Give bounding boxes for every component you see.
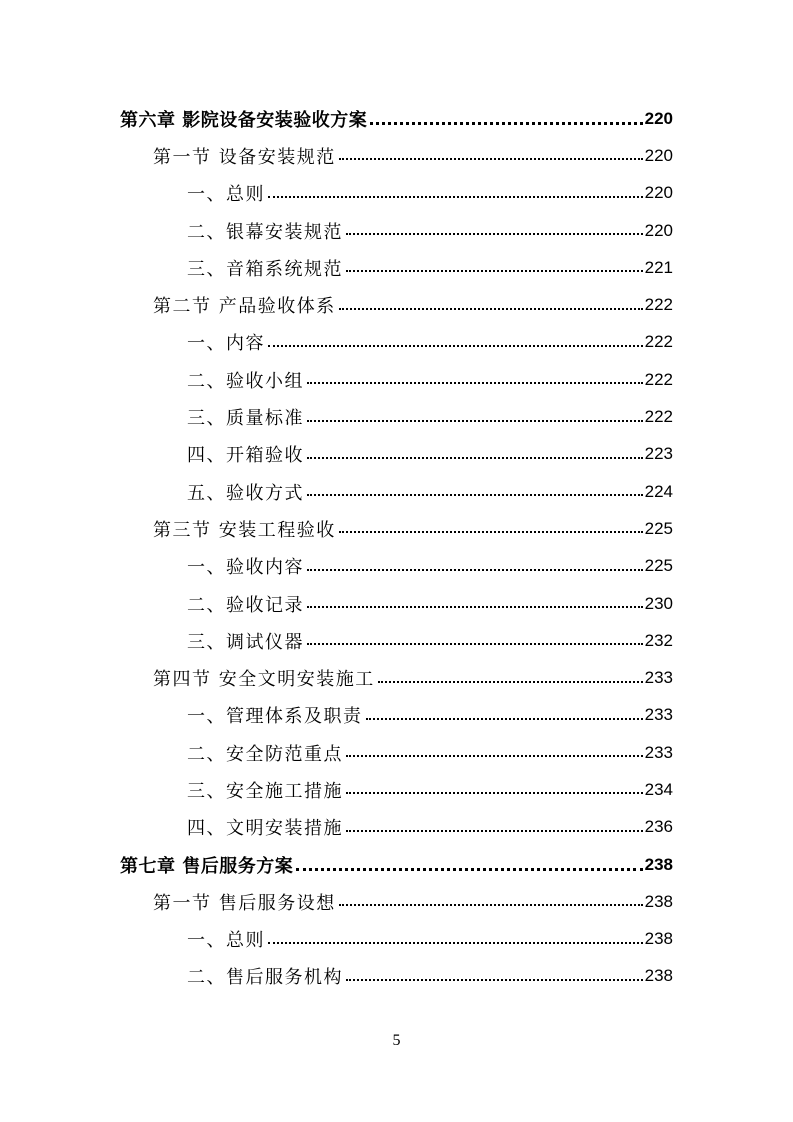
- toc-subsection-entry[interactable]: [0, 436, 793, 473]
- toc-entry-page: 233: [644, 668, 673, 688]
- toc-subsection-entry[interactable]: [0, 921, 793, 958]
- toc-entry-page: 224: [644, 481, 673, 501]
- toc-subsection-entry[interactable]: [0, 398, 793, 435]
- toc-entry-page: 222: [644, 369, 673, 389]
- toc-leader-dots: [307, 642, 643, 645]
- toc-leader-dots: [307, 456, 643, 459]
- toc-entry-page: 234: [644, 779, 673, 799]
- page-number: 5: [392, 1032, 401, 1049]
- toc-subsection-entry[interactable]: [0, 324, 793, 361]
- toc-leader-dots: [346, 978, 643, 981]
- toc-entry-page: 222: [644, 407, 673, 427]
- toc-subsection-entry[interactable]: [0, 809, 793, 846]
- toc-subsection-entry[interactable]: [0, 175, 793, 212]
- toc-entry-page: 232: [644, 630, 673, 650]
- toc-leader-dots: [346, 791, 643, 794]
- toc-entry-page: 225: [644, 556, 673, 576]
- toc-entry-page: 223: [644, 444, 673, 464]
- toc-subsection-entry[interactable]: [0, 734, 793, 771]
- toc-subsection-entry[interactable]: [0, 249, 793, 286]
- toc-entry-page: 222: [644, 332, 673, 352]
- toc-subsection-entry[interactable]: [0, 361, 793, 398]
- toc-entry-label: 二、验收小组: [187, 370, 304, 392]
- toc-entry-page: 220: [644, 220, 673, 240]
- toc-entry-label: 四、开箱验收: [187, 445, 304, 467]
- toc-entry-label: 第二节 产品验收体系: [153, 296, 336, 318]
- toc-entry-label: 五、验收方式: [187, 482, 304, 504]
- toc-subsection-entry[interactable]: [0, 212, 793, 249]
- toc-chapter-entry[interactable]: [0, 100, 793, 137]
- toc-entry-label: 二、售后服务机构: [187, 967, 343, 989]
- toc-entry-label: 第四节 安全文明安装施工: [153, 669, 375, 691]
- toc-leader-dots: [268, 195, 643, 198]
- toc-leader-dots: [268, 344, 643, 347]
- toc-leader-dots: [346, 232, 643, 235]
- toc-leader-dots: [339, 307, 643, 310]
- toc-entry-label: 第三节 安装工程验收: [153, 519, 336, 541]
- toc-entry-label: 一、总则: [187, 184, 265, 206]
- toc-entry-page: 238: [644, 966, 673, 986]
- toc-leader-dots: [339, 157, 643, 160]
- toc-subsection-entry[interactable]: [0, 958, 793, 995]
- toc-subsection-entry[interactable]: [0, 585, 793, 622]
- toc-leader-dots: [339, 903, 643, 906]
- toc-entry-label: 二、验收记录: [187, 594, 304, 616]
- toc-entry-label: 一、管理体系及职责: [187, 706, 363, 728]
- toc-section-entry[interactable]: [0, 883, 793, 920]
- toc-leader-dots: [307, 493, 643, 496]
- toc-entry-label: 四、文明安装措施: [187, 818, 343, 840]
- toc-leader-dots: [296, 867, 642, 871]
- toc-leader-dots: [307, 381, 643, 384]
- toc-section-entry[interactable]: [0, 286, 793, 323]
- toc-entry-label: 第七章 售后服务方案: [120, 855, 294, 877]
- toc-entry-page: 221: [644, 257, 673, 277]
- toc-leader-dots: [346, 754, 643, 757]
- toc-entry-label: 第一节 设备安装规范: [153, 146, 336, 168]
- toc-section-entry[interactable]: [0, 137, 793, 174]
- toc-entry-page: 238: [644, 854, 673, 874]
- toc-leader-dots: [346, 269, 643, 272]
- toc-subsection-entry[interactable]: [0, 548, 793, 585]
- toc-entry-label: 三、音箱系统规范: [187, 258, 343, 280]
- toc-leader-dots: [307, 605, 643, 608]
- toc-entry-page: 225: [644, 518, 673, 538]
- toc-entry-label: 三、安全施工措施: [187, 780, 343, 802]
- toc-entry-label: 一、总则: [187, 930, 265, 952]
- toc-leader-dots: [307, 419, 643, 422]
- toc-subsection-entry[interactable]: [0, 473, 793, 510]
- toc-entry-label: 一、验收内容: [187, 557, 304, 579]
- toc-entry-label: 三、调试仪器: [187, 631, 304, 653]
- toc-entry-label: 第一节 售后服务设想: [153, 892, 336, 914]
- toc-entry-page: 220: [644, 183, 673, 203]
- toc-leader-dots: [339, 530, 643, 533]
- toc-subsection-entry[interactable]: [0, 697, 793, 734]
- toc-entry-page: 233: [644, 705, 673, 725]
- toc-entry-page: 238: [644, 929, 673, 949]
- toc-subsection-entry[interactable]: [0, 771, 793, 808]
- toc-entry-label: 三、质量标准: [187, 408, 304, 430]
- table-of-contents: [0, 100, 793, 995]
- toc-leader-dots: [268, 941, 643, 944]
- toc-leader-dots: [307, 568, 643, 571]
- toc-entry-page: 222: [644, 295, 673, 315]
- toc-entry-page: 233: [644, 742, 673, 762]
- toc-leader-dots: [378, 680, 643, 683]
- toc-chapter-entry[interactable]: [0, 846, 793, 883]
- toc-entry-page: 236: [644, 817, 673, 837]
- toc-entry-page: 230: [644, 593, 673, 613]
- toc-section-entry[interactable]: [0, 659, 793, 696]
- toc-entry-label: 第六章 影院设备安装验收方案: [120, 109, 368, 131]
- toc-subsection-entry[interactable]: [0, 622, 793, 659]
- toc-entry-label: 二、安全防范重点: [187, 743, 343, 765]
- toc-entry-page: 220: [644, 145, 673, 165]
- toc-section-entry[interactable]: [0, 510, 793, 547]
- toc-leader-dots: [346, 829, 643, 832]
- toc-entry-label: 二、银幕安装规范: [187, 221, 343, 243]
- toc-entry-page: 238: [644, 891, 673, 911]
- toc-entry-page: 220: [644, 108, 673, 128]
- toc-entry-label: 一、内容: [187, 333, 265, 355]
- toc-leader-dots: [370, 121, 642, 125]
- toc-leader-dots: [366, 717, 643, 720]
